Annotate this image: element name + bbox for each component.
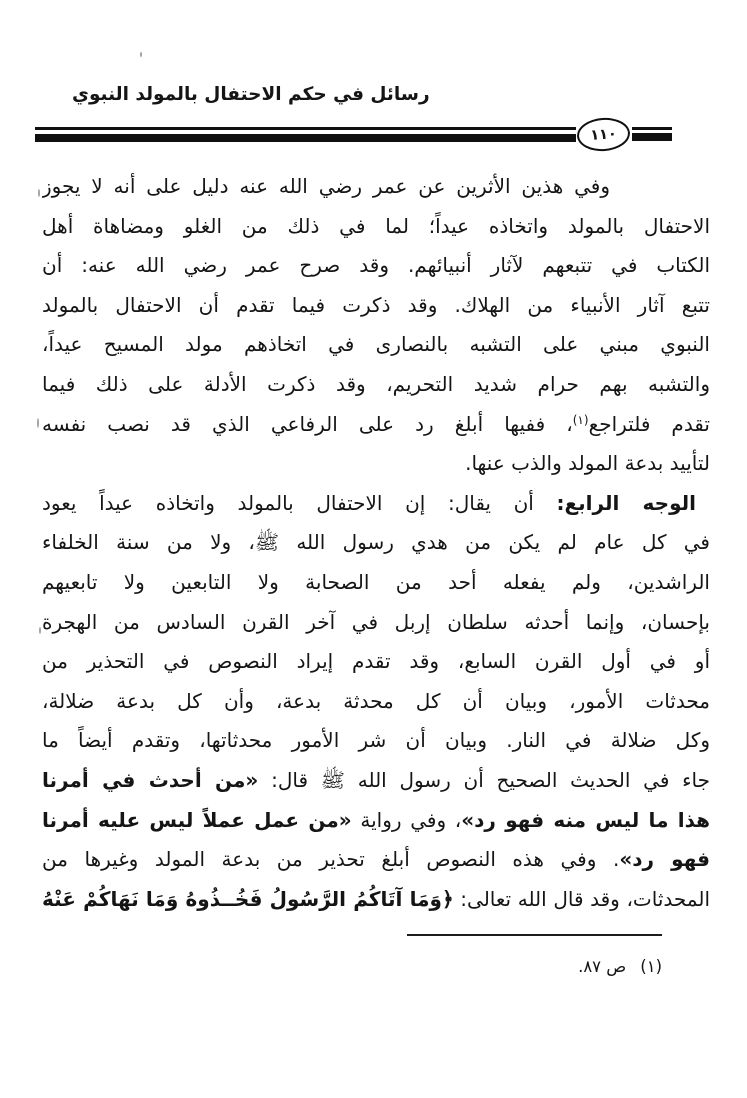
text-run: أن يقال: إن الاحتفال بالمولد واتخاذه عيداً يعود: [42, 490, 557, 515]
text-line: [42, 642, 710, 682]
footnote: [578, 957, 662, 976]
page-number: ١١٠: [589, 125, 618, 144]
text-run: جاء في الحديث الصحيح أن رسول الله ﷺ قال:: [258, 767, 710, 792]
text-run: محدثات الأمور، وبيان أن كل محدثة بدعة، وأن كل بدعة ضلالة،: [42, 688, 710, 713]
text-line: [42, 523, 710, 563]
text-run: المحدثات، وقد قال الله تعالى:: [453, 886, 710, 911]
scan-speck: [140, 52, 142, 57]
text-line: [42, 325, 710, 365]
text-line: [42, 840, 710, 880]
text-line: [42, 286, 710, 326]
running-header-title: رسائل في حكم الاحتفال بالمولد النبوي: [72, 84, 430, 105]
scan-speck: [38, 189, 40, 197]
text-line: [42, 405, 710, 445]
section-heading: الوجه الرابع:: [556, 490, 696, 515]
text-run: الراشدين، ولم يفعله أحد من الصحابة ولا التابعين ولا تابعيهم: [42, 569, 710, 594]
text-run: الاحتفال بالمولد واتخاذه عيداً؛ لما في ذلك من الغلو ومضاهاة أهل: [42, 213, 710, 238]
footnote-text: ص ٨٧.: [578, 957, 627, 976]
footnote-separator: [407, 934, 662, 936]
text-run: في كل عام لم يكن من هدي رسول الله ﷺ، ولا من سنة الخلفاء: [42, 530, 710, 555]
text-line: [42, 880, 710, 920]
header-rule-thick-right: [632, 133, 672, 141]
text-run: . وفي هذه النصوص أبلغ تحذير من بدعة المولد وغيرها من: [42, 847, 620, 872]
quran-quote: ﴿وَمَا آتَاكُمُ الرَّسُولُ فَخُــذُوهُ وَمَا نَهَاكُمْ عَنْهُ: [42, 886, 454, 911]
text-run: تتبع آثار الأنبياء من الهلاك. وقد ذكرت فيما تقدم أن الاحتفال بالمولد: [42, 292, 710, 317]
footnote-marker: (١): [640, 957, 662, 976]
hadith-quote: فهو رد»: [619, 847, 710, 872]
text-line: [42, 682, 710, 722]
text-run: وكل ضلالة في النار. وبيان أن شر الأمور محدثاتها، وتقدم أيضاً ما: [42, 728, 710, 753]
body-text: [42, 167, 710, 919]
text-line: [42, 563, 710, 603]
hadith-quote: «من عمل عملاً ليس عليه أمرنا: [42, 807, 352, 832]
hadith-quote: هذا ما ليس منه فهو رد»: [461, 807, 710, 832]
footnote-ref: (١): [572, 412, 589, 427]
header-rule-thick-left: [35, 134, 576, 142]
text-line: [42, 761, 710, 801]
text-run: الكتاب في تتبعهم لآثار أنبيائهم. وقد صرح عمر رضي الله عنه: أن: [42, 253, 710, 278]
page-number-badge: [576, 116, 631, 153]
scan-speck: [39, 627, 41, 634]
text-run: بإحسان، وإنما أحدثه سلطان إربل في آخر القرن السادس من الهجرة: [42, 609, 710, 634]
text-line: [42, 721, 710, 761]
text-line: [42, 207, 710, 247]
text-line: [42, 801, 710, 841]
text-run: النبوي مبني على التشبه بالنصارى في اتخاذهم مولد المسيح عيداً،: [42, 332, 710, 357]
header-rule-thin-right: [632, 127, 672, 130]
text-line: [42, 365, 710, 405]
text-run: وفي هذين الأثرين عن عمر رضي الله عنه دليل على أنه لا يجوز: [42, 174, 610, 198]
text-run: أو في أول القرن السابع، وقد تقدم إيراد النصوص في التحذير من: [42, 649, 710, 674]
text-line: [42, 444, 710, 484]
hadith-quote: «من أحدث في أمرنا: [42, 767, 259, 792]
scan-speck: [37, 418, 39, 428]
text-run: والتشبه بهم حرام شديد التحريم، وقد ذكرت الأدلة على ذلك فيما: [42, 371, 710, 396]
text-run: ، وفي رواية: [351, 807, 462, 832]
text-line: [42, 484, 710, 524]
text-run: ، ففيها أبلغ رد على الرفاعي الذي قد نصب نفسه: [42, 411, 573, 436]
text-line: [42, 167, 710, 207]
header-rule-thin-left: [35, 127, 576, 130]
text-line: [42, 246, 710, 286]
text-run: تقدم فلتراجع: [588, 411, 710, 436]
text-run: لتأييد بدعة المولد والذب عنها.: [465, 451, 710, 476]
text-line: [42, 603, 710, 643]
